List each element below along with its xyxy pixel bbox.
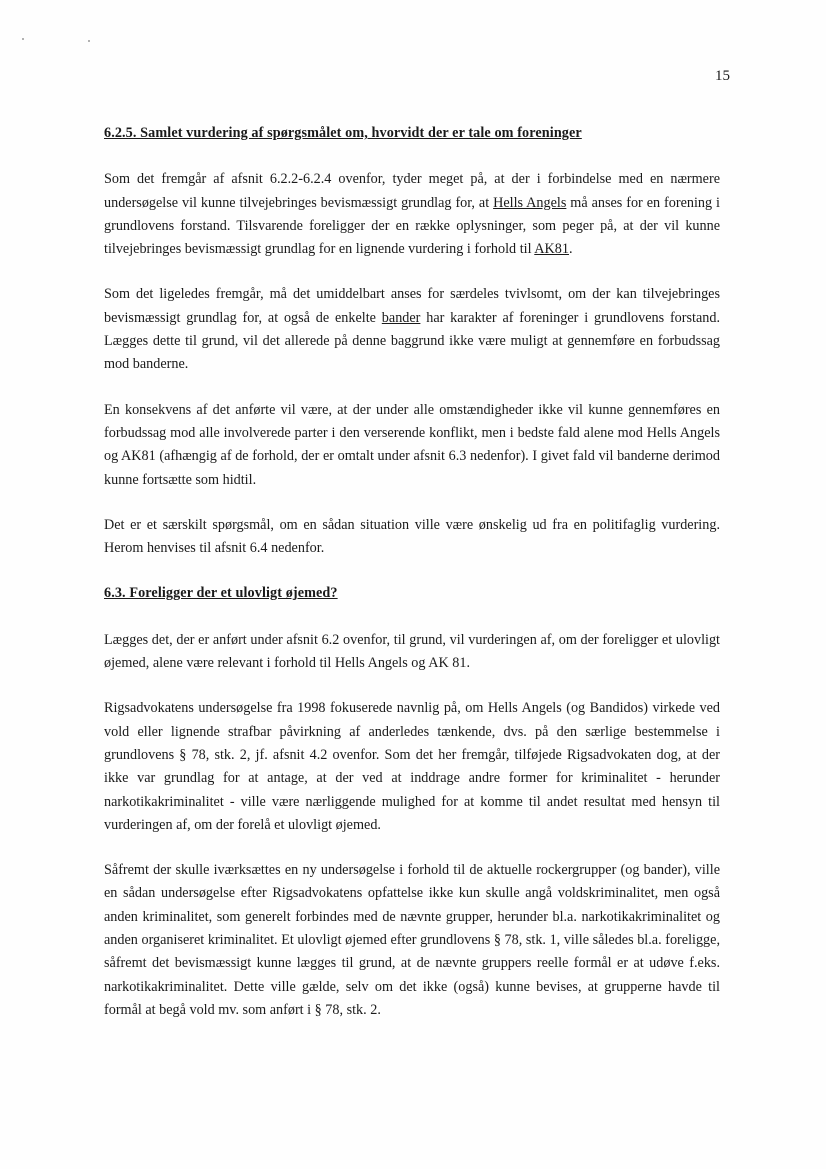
paragraph: Rigsadvokatens undersøgelse fra 1998 fokuserede navnlig på, om Hells Angels (og Bandidos) virkede ved vold eller lignende strafbar påvirkning af anderledes tænkende, dvs. på den særlige bestemmelse i grundlovens § 78, stk. 2, jf. afsnit 4.2 ovenfor. Som det her fremgår, tilføjede Rigsadvokaten dog, at der ikke var grundlag for at antage, at der ved at inddrage andre former for kriminalitet - herunder narkotikakriminalitet - ville være nærliggende mulighed for at komme til andet resultat med hensyn til vurderingen af, om der forelå et ulovligt øjemed. [104, 700, 720, 833]
page-number: 15 [715, 68, 730, 84]
paragraph-text: . [568, 241, 573, 258]
page-body [104, 122, 720, 1044]
paragraph: En konsekvens af det anførte vil være, at der under alle omstændigheder ikke vil kunne gennemføres en forbudssag mod alle involverede parter i den verserende konflikt, men i bedste fald alene mod Hells Angels og AK81 (afhængig af de forhold, der er omtalt under afsnit 6.3 nedenfor). I givet fald vil banderne derimod kunne fortsætte som hidtil. [104, 401, 720, 488]
underlined-term: Hells Angels [493, 194, 567, 211]
paragraph: Såfremt der skulle iværksættes en ny undersøgelse i forhold til de aktuelle rockergrupper (og bander), ville en sådan undersøgelse efter Rigsadvokatens opfattelse ikke kun skulle angå voldskriminalitet, men også anden kriminalitet, som generelt forbindes med de nævnte grupper, herunder bl.a. narkotikakriminalitet og anden organiseret kriminalitet. Et ulovligt øjemed efter grundlovens § 78, stk. 1, ville således bl.a. foreligge, såfremt det bevismæssigt kunne lægges til grund, at de nævnte gruppers reelle formål er at udøve f.eks. narkotikakriminalitet. Dette ville gælde, selv om det ikke (også) kunne bevises, at grupperne havde til formål at begå vold mv. som anført i § 78, stk. 2. [104, 862, 720, 1018]
section-heading-6-2-5: 6.2.5. Samlet vurdering af spørgsmålet om, hvorvidt der er tale om foreninger [104, 125, 582, 141]
paragraph-text: Som det fremgår af afsnit 6.2.2-6.2.4 ovenfor, tyder meget på, at der i forbindelse med en nærmere undersøgelse vil kunne tilvejebringes bevismæssigt grundlag for, at [104, 171, 720, 211]
scan-speck [88, 40, 90, 42]
scan-speck [22, 38, 24, 40]
paragraph-text: Som det ligeledes fremgår, må det umiddelbart anses for særdeles tvivlsomt, om der kan tilvejebringes bevismæssigt grundlag for, at også de enkelte [104, 286, 720, 326]
underlined-term: bander [381, 309, 421, 326]
paragraph: Lægges det, der er anført under afsnit 6.2 ovenfor, til grund, vil vurderingen af, om der foreligger et ulovligt øjemed, alene være relevant i forhold til Hells Angels og AK 81. [104, 631, 720, 672]
paragraph-text: har karakter af foreninger i grundlovens forstand. Lægges dette til grund, vil det allerede på denne baggrund ikke være muligt at gennemføre en forbudssag mod banderne. [104, 309, 720, 373]
paragraph-text: må anses for en forening i grundlovens forstand. Tilsvarende foreligger der en række oplysninger, som peger på, at der vil kunne tilvejebringes bevismæssigt grundlag for en lignende vurdering i forhold til [104, 194, 720, 258]
paragraph [104, 283, 720, 376]
paragraph: Det er et særskilt spørgsmål, om en sådan situation ville være ønskelig ud fra en politifaglig vurdering. Herom henvises til afsnit 6.4 nedenfor. [104, 516, 720, 557]
underlined-term: AK81 [534, 241, 569, 258]
section-heading-6-3: 6.3. Foreligger der et ulovligt øjemed? [104, 585, 338, 602]
paragraph [104, 168, 720, 261]
